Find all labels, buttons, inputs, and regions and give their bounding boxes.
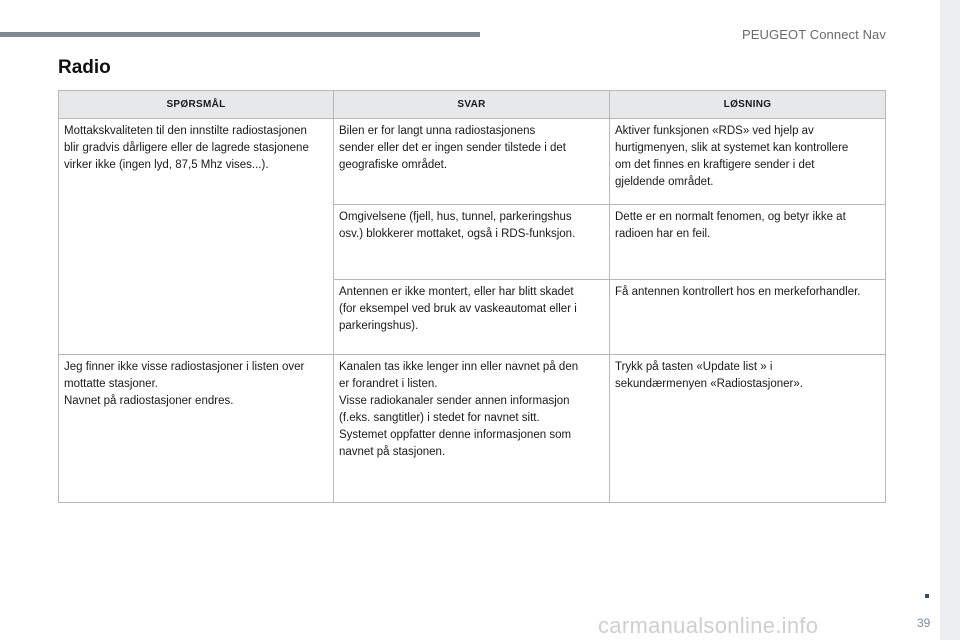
answer-text: (for eksempel ved bruk av vaskeautomat eller i [339, 303, 577, 315]
page-title: Radio [58, 57, 111, 78]
solution-text: gjeldende området. [615, 176, 714, 188]
troubleshooting-table [58, 90, 886, 503]
answer-cell [334, 355, 610, 503]
answer-cell [334, 119, 610, 205]
side-strip [940, 0, 960, 640]
solution-text: hurtigmenyen, slik at systemet kan kontrollere [615, 142, 849, 154]
answer-text: Kanalen tas ikke lenger inn eller navnet på den [339, 361, 579, 373]
header-accent-bar [0, 32, 480, 37]
solution-text: radioen har en feil. [615, 228, 711, 240]
question-text: Mottakskvaliteten til den innstilte radiostasjonen [64, 125, 307, 137]
answer-text: Omgivelsene (fjell, hus, tunnel, parkeringshus [339, 211, 572, 223]
solution-cell [610, 280, 886, 355]
answer-cell [334, 280, 610, 355]
question-cell [59, 355, 334, 503]
solution-text: Få antennen kontrollert hos en merkeforhandler. [615, 286, 861, 298]
answer-text: (f.eks. sangtitler) i stedet for navnet sitt. [339, 412, 540, 424]
answer-text: Systemet oppfatter denne informasjonen som [339, 429, 572, 441]
solution-cell [610, 119, 886, 205]
brand-title: PEUGEOT Connect Nav [742, 27, 886, 42]
answer-text: parkeringshus). [339, 320, 419, 332]
answer-text: navnet på stasjonen. [339, 446, 446, 458]
answer-cell [334, 205, 610, 280]
table-header-row [59, 91, 886, 119]
solution-text: Dette er en normalt fenomen, og betyr ikke at [615, 211, 846, 223]
solution-text: Aktiver funksjonen «RDS» ved hjelp av [615, 125, 814, 137]
question-text: Navnet på radiostasjoner endres. [64, 395, 234, 407]
table-row [59, 119, 886, 205]
answer-text: Antennen er ikke montert, eller har blitt skadet [339, 286, 574, 298]
header-answer: SVAR [334, 91, 610, 119]
solution-text: om det finnes en kraftigere sender i det [615, 159, 815, 171]
answer-text: Visse radiokanaler sender annen informasjon [339, 395, 570, 407]
question-text: Jeg finner ikke visse radiostasjoner i listen over [64, 361, 305, 373]
table-row [59, 355, 886, 503]
solution-text: sekundærmenyen «Radiostasjoner». [615, 378, 803, 390]
page-number: 39 [917, 616, 931, 630]
answer-text: osv.) blokkerer mottaket, også i RDS-funksjon. [339, 228, 576, 240]
question-text: mottatte stasjoner. [64, 378, 158, 390]
page-marker [925, 594, 929, 598]
header-solution: LØSNING [610, 91, 886, 119]
question-text: virker ikke (ingen lyd, 87,5 Mhz vises...). [64, 159, 269, 171]
header-question: SPØRSMÅL [59, 91, 334, 119]
solution-cell [610, 205, 886, 280]
watermark: carmanualsonline.info [598, 613, 819, 638]
solution-text: Trykk på tasten «Update list » i [615, 361, 773, 373]
solution-cell [610, 355, 886, 503]
answer-text: Bilen er for langt unna radiostasjonens [339, 125, 536, 137]
answer-text: sender eller det er ingen sender tilstede i det [339, 142, 566, 154]
answer-text: er forandret i listen. [339, 378, 438, 390]
question-text: blir gradvis dårligere eller de lagrede stasjonene [64, 142, 309, 154]
answer-text: geografiske området. [339, 159, 448, 171]
question-cell [59, 119, 334, 355]
